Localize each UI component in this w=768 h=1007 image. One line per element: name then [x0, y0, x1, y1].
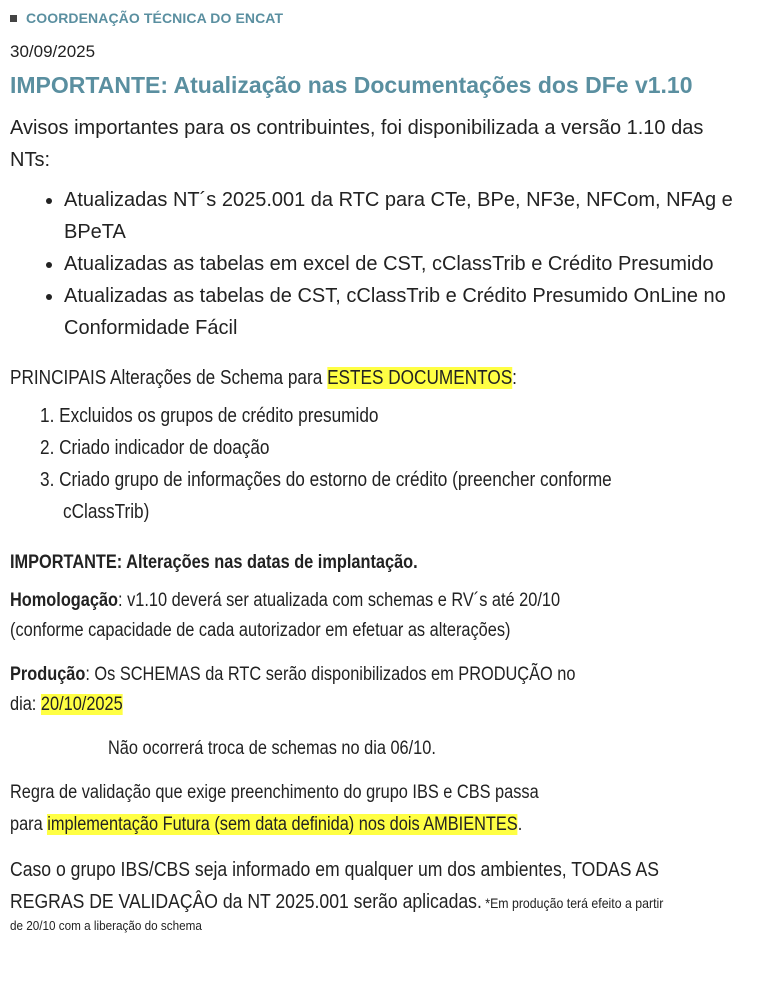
list-item: 1. Excluidos os grupos de crédito presumido — [40, 405, 379, 427]
category-label: COORDENAÇÃO TÉCNICA DO ENCAT — [26, 10, 284, 26]
footnote-cont: de 20/10 com a liberação do schema — [10, 918, 202, 933]
bullet-dot-icon — [46, 294, 52, 300]
intro-line-2: NTs: — [10, 149, 50, 171]
list-item-cont: Conformidade Fácil — [64, 317, 238, 339]
list-item: 2. Criado indicador de doação — [40, 437, 270, 459]
highlight-date: 20/10/2025 — [40, 694, 123, 715]
highlight-text: implementação Futura (sem data definida) nos dois AMBIENTES — [47, 814, 518, 835]
list-item-cont: cClassTrib) — [63, 501, 150, 523]
square-bullet-icon — [10, 15, 17, 22]
list-item: 3. Criado grupo de informações do estorno de crédito (preencher conforme — [40, 469, 612, 491]
post-title[interactable]: IMPORTANTE: Atualização nas Documentações dos DFe v1.10 — [10, 72, 693, 98]
list-item: Atualizadas as tabelas em excel de CST, cClassTrib e Crédito Presumido — [64, 253, 714, 275]
caso-line-1: Caso o grupo IBS/CBS seja informado em qualquer um dos ambientes, TODAS AS — [10, 859, 659, 881]
bullet-dot-icon — [46, 262, 52, 268]
regra-line-1: Regra de validação que exige preenchimento do grupo IBS e CBS passa — [10, 782, 539, 803]
producao-line-2: dia: 20/10/2025 — [10, 694, 123, 715]
principais-heading: PRINCIPAIS Alterações de Schema para ESTES DOCUMENTOS: — [10, 367, 517, 389]
homologacao-line-2: (conforme capacidade de cada autorizador em efetuar as alterações) — [10, 620, 511, 641]
list-item-cont: BPeTA — [64, 221, 126, 243]
producao-line-1: Produção: Os SCHEMAS da RTC serão disponibilizados em PRODUÇÃO no — [10, 664, 576, 685]
regra-line-2: para implementação Futura (sem data definida) nos dois AMBIENTES. — [10, 814, 523, 835]
footnote: *Em produção terá efeito a partir — [481, 895, 664, 911]
implantacao-heading: IMPORTANTE: Alterações nas datas de implantação. — [10, 552, 418, 573]
intro-line-1: Avisos importantes para os contribuintes, foi disponibilizada a versão 1.10 das — [10, 117, 704, 139]
list-item: Atualizadas as tabelas de CST, cClassTrib e Crédito Presumido OnLine no — [64, 285, 726, 307]
schema-note: Não ocorrerá troca de schemas no dia 06/10. — [108, 738, 436, 759]
list-item: Atualizadas NT´s 2025.001 da RTC para CTe, BPe, NF3e, NFCom, NFAg e — [64, 189, 733, 211]
bullet-dot-icon — [46, 198, 52, 204]
category-link[interactable] — [10, 10, 283, 26]
post-date: 30/09/2025 — [10, 42, 96, 61]
caso-line-2: REGRAS DE VALIDAÇÂO da NT 2025.001 serão aplicadas. *Em produção terá efeito a partir — [10, 891, 664, 913]
homologacao-line-1: Homologação: v1.10 deverá ser atualizada com schemas e RV´s até 20/10 — [10, 590, 561, 611]
highlight-text: ESTES DOCUMENTOS — [327, 367, 513, 389]
